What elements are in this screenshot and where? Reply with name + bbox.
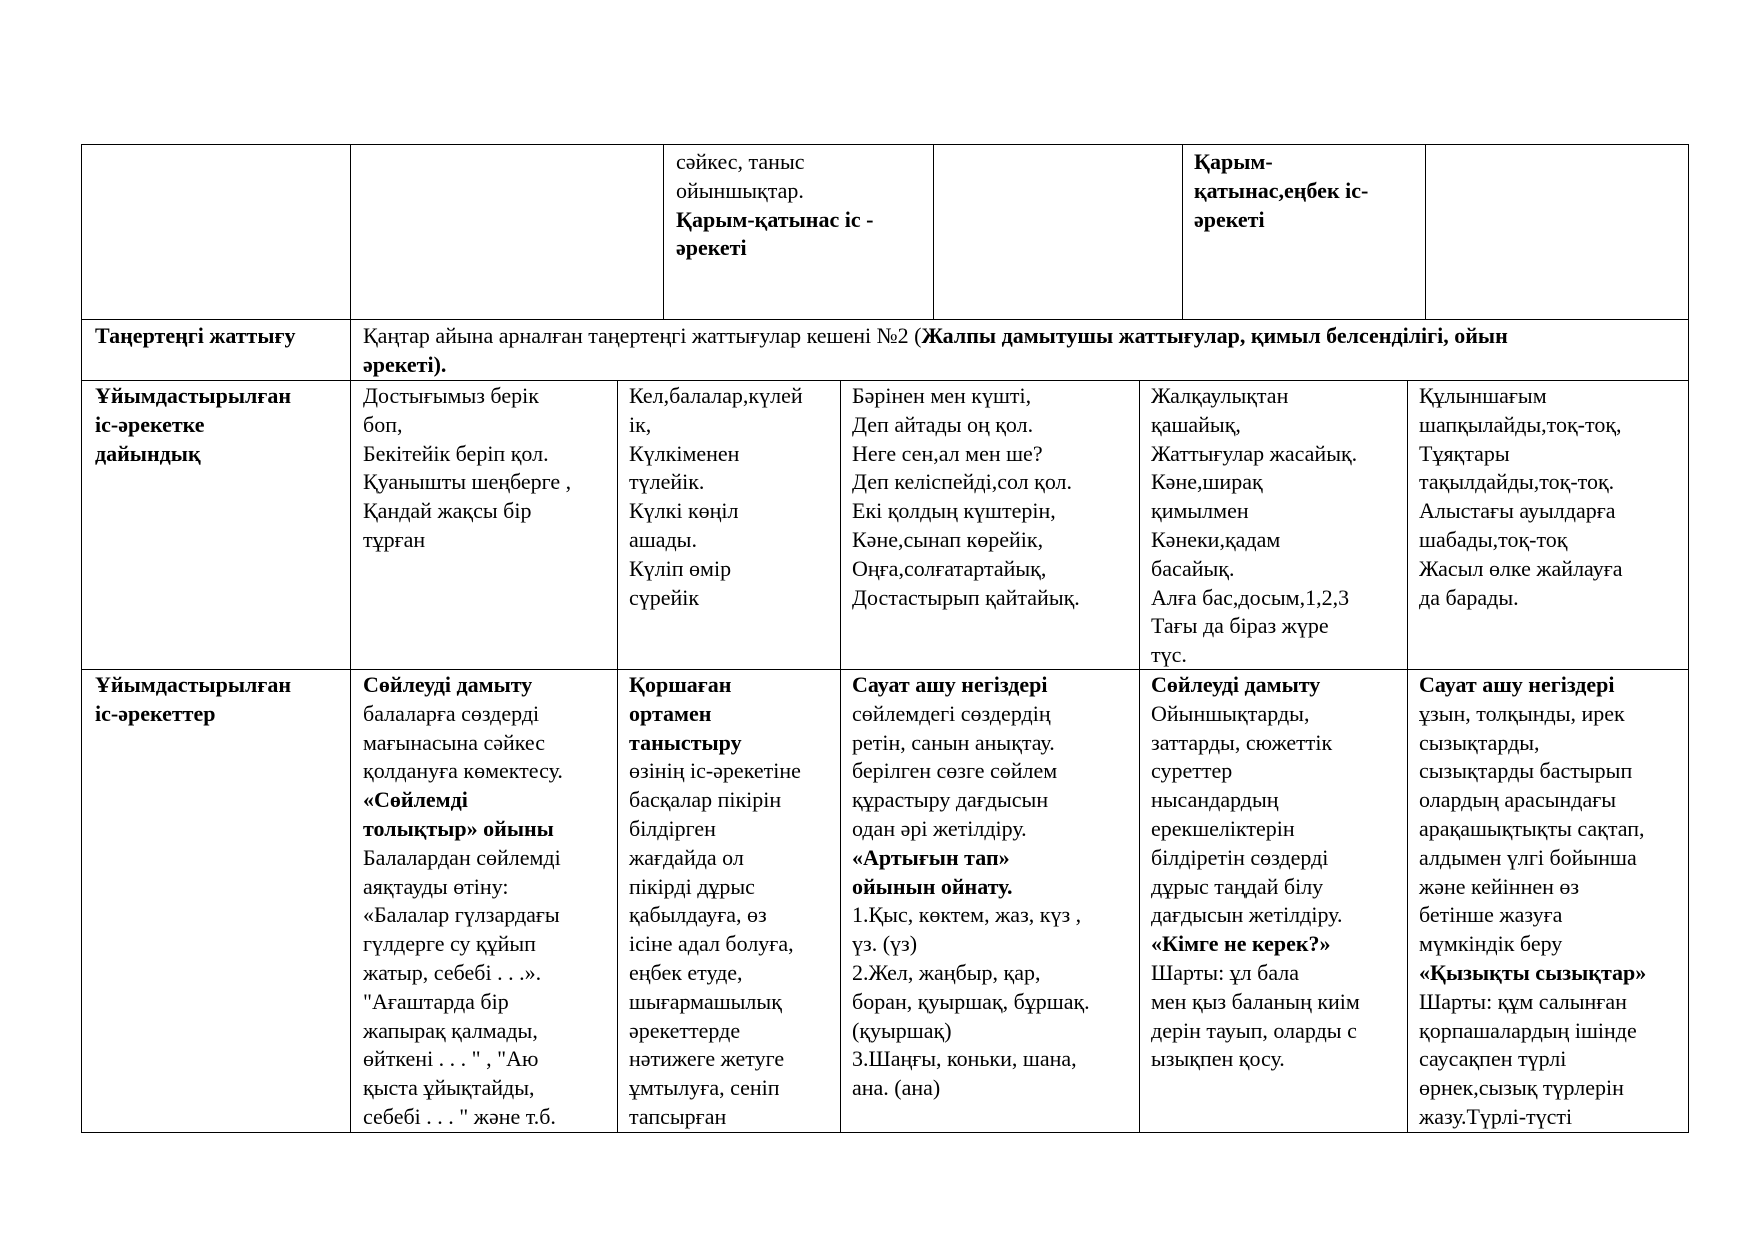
cell-line: Екі қолдың күштерін, bbox=[852, 498, 1056, 524]
cell-line: Қарым-қатынас іс - bbox=[676, 206, 874, 232]
cell-line: Деп келіспейді,сол қол. bbox=[852, 469, 1073, 495]
cell-line: ызықпен қосу. bbox=[1151, 1046, 1285, 1072]
cell-line: берілген сөзге сөйлем bbox=[852, 758, 1058, 784]
cell-line: іс-әрекеттер bbox=[95, 700, 216, 726]
cell-line: ік, bbox=[629, 411, 652, 437]
top-row-cell-3 bbox=[676, 148, 873, 263]
cell-line: сызықтарды бастырып bbox=[1419, 758, 1633, 784]
cell-line: Деп айтады оң қол. bbox=[852, 411, 1034, 437]
cell-line: «Артығын тап» bbox=[852, 844, 1010, 870]
cell-line: Кәне,сынап көрейік, bbox=[852, 526, 1044, 552]
cell-line: Күлкі көңіл bbox=[629, 498, 739, 524]
column-divider bbox=[617, 380, 618, 1132]
cell-line: қабылдауға, өз bbox=[629, 902, 767, 928]
cell-line: іс-әрекетке bbox=[95, 411, 205, 437]
cell-line: дайындық bbox=[95, 440, 201, 466]
cell-line: Жаттығулар жасайық. bbox=[1151, 440, 1358, 466]
preparation-cell-3 bbox=[852, 382, 1080, 612]
column-divider bbox=[933, 145, 934, 319]
cell-line: сәйкес, таныс bbox=[676, 149, 805, 174]
cell-line: Балалардан сөйлемді bbox=[363, 844, 561, 870]
column-divider bbox=[350, 145, 351, 1132]
cell-line: аяқтауды өтіну: bbox=[363, 873, 509, 899]
top-row-cell-5 bbox=[1194, 148, 1368, 234]
cell-line: үз. (үз) bbox=[852, 931, 918, 957]
cell-line: өрнек,сызық түрлерін bbox=[1419, 1075, 1624, 1101]
cell-line: нәтижеге жетуге bbox=[629, 1046, 785, 1072]
column-divider bbox=[1425, 145, 1426, 319]
cell-line: жағдайда ол bbox=[629, 844, 744, 870]
column-divider bbox=[840, 380, 841, 1132]
cell-line: боп, bbox=[363, 411, 403, 437]
cell-line: мен қыз баланың киім bbox=[1151, 988, 1360, 1014]
activities-cell-4 bbox=[1151, 671, 1360, 1074]
cell-line: басайық. bbox=[1151, 555, 1235, 581]
cell-line: ортамен bbox=[629, 700, 712, 726]
cell-line: жапырақ қалмады, bbox=[363, 1017, 538, 1043]
cell-line: сөйлемдегі сөздердің bbox=[852, 700, 1051, 726]
cell-line: олардың арасындағы bbox=[1419, 787, 1617, 813]
cell-line: қатынас,еңбек іс- bbox=[1194, 177, 1369, 203]
cell-line: ерекшеліктерін bbox=[1151, 815, 1295, 841]
cell-line: Достастырып қайтайық. bbox=[852, 584, 1080, 610]
cell-line: да барады. bbox=[1419, 584, 1519, 610]
cell-line: Жалқаулықтан bbox=[1151, 383, 1289, 408]
cell-line: пікірді дұрыс bbox=[629, 873, 755, 899]
cell-line: Сауат ашу негіздері bbox=[1419, 672, 1615, 697]
cell-line: білдіретін сөздерді bbox=[1151, 844, 1329, 870]
cell-line: гүлдерге су құйып bbox=[363, 931, 536, 957]
cell-line: ашады. bbox=[629, 526, 697, 552]
cell-line: Шарты: ұл бала bbox=[1151, 959, 1300, 985]
activities-cell-2 bbox=[629, 671, 801, 1132]
cell-line: дағдысын жетілдіру. bbox=[1151, 902, 1343, 928]
preparation-cell-4 bbox=[1151, 382, 1357, 670]
preparation-label bbox=[95, 382, 291, 468]
cell-line: әрекеті bbox=[676, 235, 747, 261]
cell-line: өзінің іс-әрекетіне bbox=[629, 758, 801, 784]
cell-line: Сөйлеуді дамыту bbox=[1151, 672, 1321, 697]
cell-line: Қоршаған bbox=[629, 672, 732, 697]
cell-line: бетінше жазуға bbox=[1419, 902, 1563, 928]
cell-line: (қуыршақ) bbox=[852, 1017, 952, 1043]
cell-line: «Балалар гүлзардағы bbox=[363, 902, 560, 928]
preparation-cell-5 bbox=[1419, 382, 1623, 612]
preparation-cell-1 bbox=[363, 382, 571, 555]
cell-line: Ұйымдастырылған bbox=[95, 383, 292, 408]
cell-line: Оңға,солғатартайық, bbox=[852, 555, 1047, 581]
cell-line: түлейік. bbox=[629, 469, 705, 495]
cell-line: ана. (ана) bbox=[852, 1075, 941, 1101]
cell-line: ойынын ойнату. bbox=[852, 873, 1013, 899]
cell-line: алдымен үлгі бойынша bbox=[1419, 844, 1637, 870]
morning-exercise-label: Таңертеңгі жаттығу bbox=[95, 323, 296, 348]
cell-line: жатыр, себебі . . .». bbox=[363, 959, 542, 985]
activities-cell-5 bbox=[1419, 671, 1646, 1132]
morning-exercise-line1-bold: Жалпы дамытушы жаттығулар, қимыл белсенділігі, ойын bbox=[921, 323, 1508, 348]
cell-line: арақашықтықты сақтап, bbox=[1419, 815, 1645, 841]
cell-line: Ұйымдастырылған bbox=[95, 672, 292, 697]
cell-line: Күлкіменен bbox=[629, 440, 740, 466]
morning-exercise-text bbox=[363, 322, 1508, 380]
cell-line: Тағы да біраз жүре bbox=[1151, 613, 1329, 639]
cell-line: шығармашылық bbox=[629, 988, 782, 1014]
cell-line: Кәнеки,қадам bbox=[1151, 526, 1281, 552]
cell-line: сүрейік bbox=[629, 584, 700, 610]
cell-line: және кейіннен өз bbox=[1419, 873, 1580, 899]
cell-line: «Сөйлемді bbox=[363, 787, 468, 813]
cell-line: «Кімге не керек?» bbox=[1151, 931, 1331, 957]
cell-line: боран, қуыршақ, бұршақ. bbox=[852, 988, 1090, 1014]
cell-line: Бекітейік беріп қол. bbox=[363, 440, 549, 466]
cell-line: Құлыншағым bbox=[1419, 383, 1547, 408]
cell-line: сызықтарды, bbox=[1419, 729, 1540, 755]
morning-exercise-line2: әрекеті). bbox=[363, 351, 447, 377]
cell-line: басқалар пікірін bbox=[629, 787, 782, 813]
cell-line: әрекеті bbox=[1194, 206, 1265, 232]
cell-line: ойыншықтар. bbox=[676, 177, 804, 203]
cell-line: Кел,балалар,күлей bbox=[629, 383, 803, 408]
cell-line: Неге сен,ал мен ше? bbox=[852, 440, 1043, 466]
cell-line: дерін тауып, оларды с bbox=[1151, 1017, 1357, 1043]
cell-line: Күліп өмір bbox=[629, 555, 732, 581]
cell-line: Ойыншықтарды, bbox=[1151, 700, 1310, 726]
column-divider bbox=[1139, 380, 1140, 1132]
cell-line: Алға бас,досым,1,2,3 bbox=[1151, 584, 1350, 610]
cell-line: әрекеттерде bbox=[629, 1017, 741, 1043]
cell-line: қорпашалардың ішінде bbox=[1419, 1017, 1637, 1043]
cell-line: қашайық, bbox=[1151, 411, 1241, 437]
column-divider bbox=[1182, 145, 1183, 319]
cell-line: мүмкіндік беру bbox=[1419, 931, 1563, 957]
cell-line: шабады,тоқ-тоқ bbox=[1419, 526, 1568, 552]
cell-line: білдірген bbox=[629, 815, 716, 841]
cell-line: Достығымыз берік bbox=[363, 383, 539, 408]
cell-line: мағынасына сәйкес bbox=[363, 729, 545, 755]
cell-line: Жасыл өлке жайлауға bbox=[1419, 555, 1623, 581]
cell-line: өйткені . . . " , "Аю bbox=[363, 1046, 539, 1072]
cell-line: тапсырған bbox=[629, 1103, 727, 1129]
activities-cell-3 bbox=[852, 671, 1090, 1103]
morning-exercise-line1: Қаңтар айына арналған таңертеңгі жаттығулар кешені №2 ( bbox=[363, 323, 922, 348]
cell-line: қолдануға көмектесу. bbox=[363, 758, 563, 784]
cell-line: балаларға сөздерді bbox=[363, 700, 540, 726]
cell-line: шапқылайды,тоқ-тоқ, bbox=[1419, 411, 1622, 437]
cell-line: ұзын, толқынды, ирек bbox=[1419, 700, 1625, 726]
cell-line: себебі . . . " және т.б. bbox=[363, 1103, 556, 1129]
cell-line: жазу.Түрлі-түсті bbox=[1419, 1103, 1573, 1129]
cell-line: заттарды, сюжеттік bbox=[1151, 729, 1333, 755]
schedule-table bbox=[81, 144, 1689, 1133]
activities-label bbox=[95, 671, 291, 729]
cell-line: тақылдайды,тоқ-тоқ. bbox=[1419, 469, 1615, 495]
column-divider bbox=[663, 145, 664, 319]
column-divider bbox=[1407, 380, 1408, 1132]
cell-line: Алыстағы ауылдарға bbox=[1419, 498, 1616, 524]
cell-line: дұрыс таңдай білу bbox=[1151, 873, 1324, 899]
cell-line: тұрған bbox=[363, 526, 426, 552]
cell-line: Тұяқтары bbox=[1419, 440, 1510, 466]
cell-line: нысандардың bbox=[1151, 787, 1279, 813]
cell-line: Қандай жақсы бір bbox=[363, 498, 532, 524]
row-divider bbox=[82, 319, 1688, 320]
cell-line: Бәрінен мен күшті, bbox=[852, 383, 1032, 408]
cell-line: түс. bbox=[1151, 642, 1187, 668]
cell-line: Сауат ашу негіздері bbox=[852, 672, 1048, 697]
cell-line: Шарты: құм салынған bbox=[1419, 988, 1627, 1014]
cell-line: «Қызықты сызықтар» bbox=[1419, 959, 1647, 985]
cell-line: қимылмен bbox=[1151, 498, 1249, 524]
preparation-cell-2 bbox=[629, 382, 803, 612]
cell-line: 3.Шаңғы, коньки, шана, bbox=[852, 1046, 1077, 1072]
cell-line: Қарым- bbox=[1194, 149, 1273, 174]
cell-line: "Ағаштарда бір bbox=[363, 988, 509, 1014]
cell-line: толықтыр» ойыны bbox=[363, 815, 554, 841]
cell-line: құрастыру дағдысын bbox=[852, 787, 1049, 813]
activities-cell-1 bbox=[363, 671, 563, 1132]
cell-line: ісіне адал болуға, bbox=[629, 931, 794, 957]
cell-line: 1.Қыс, көктем, жаз, күз , bbox=[852, 902, 1082, 928]
cell-line: одан әрі жетілдіру. bbox=[852, 815, 1027, 841]
cell-line: ұмтылуға, сеніп bbox=[629, 1075, 780, 1101]
cell-line: Сөйлеуді дамыту bbox=[363, 672, 533, 697]
cell-line: ретін, санын анықтау. bbox=[852, 729, 1055, 755]
cell-line: саусақпен түрлі bbox=[1419, 1046, 1567, 1072]
cell-line: Қуанышты шеңберге , bbox=[363, 469, 572, 495]
cell-line: еңбек етуде, bbox=[629, 959, 743, 985]
cell-line: суреттер bbox=[1151, 758, 1233, 784]
cell-line: 2.Жел, жаңбыр, қар, bbox=[852, 959, 1041, 985]
cell-line: таныстыру bbox=[629, 729, 742, 755]
cell-line: Кәне,ширақ bbox=[1151, 469, 1263, 495]
cell-line: қыста ұйықтайды, bbox=[363, 1075, 535, 1101]
